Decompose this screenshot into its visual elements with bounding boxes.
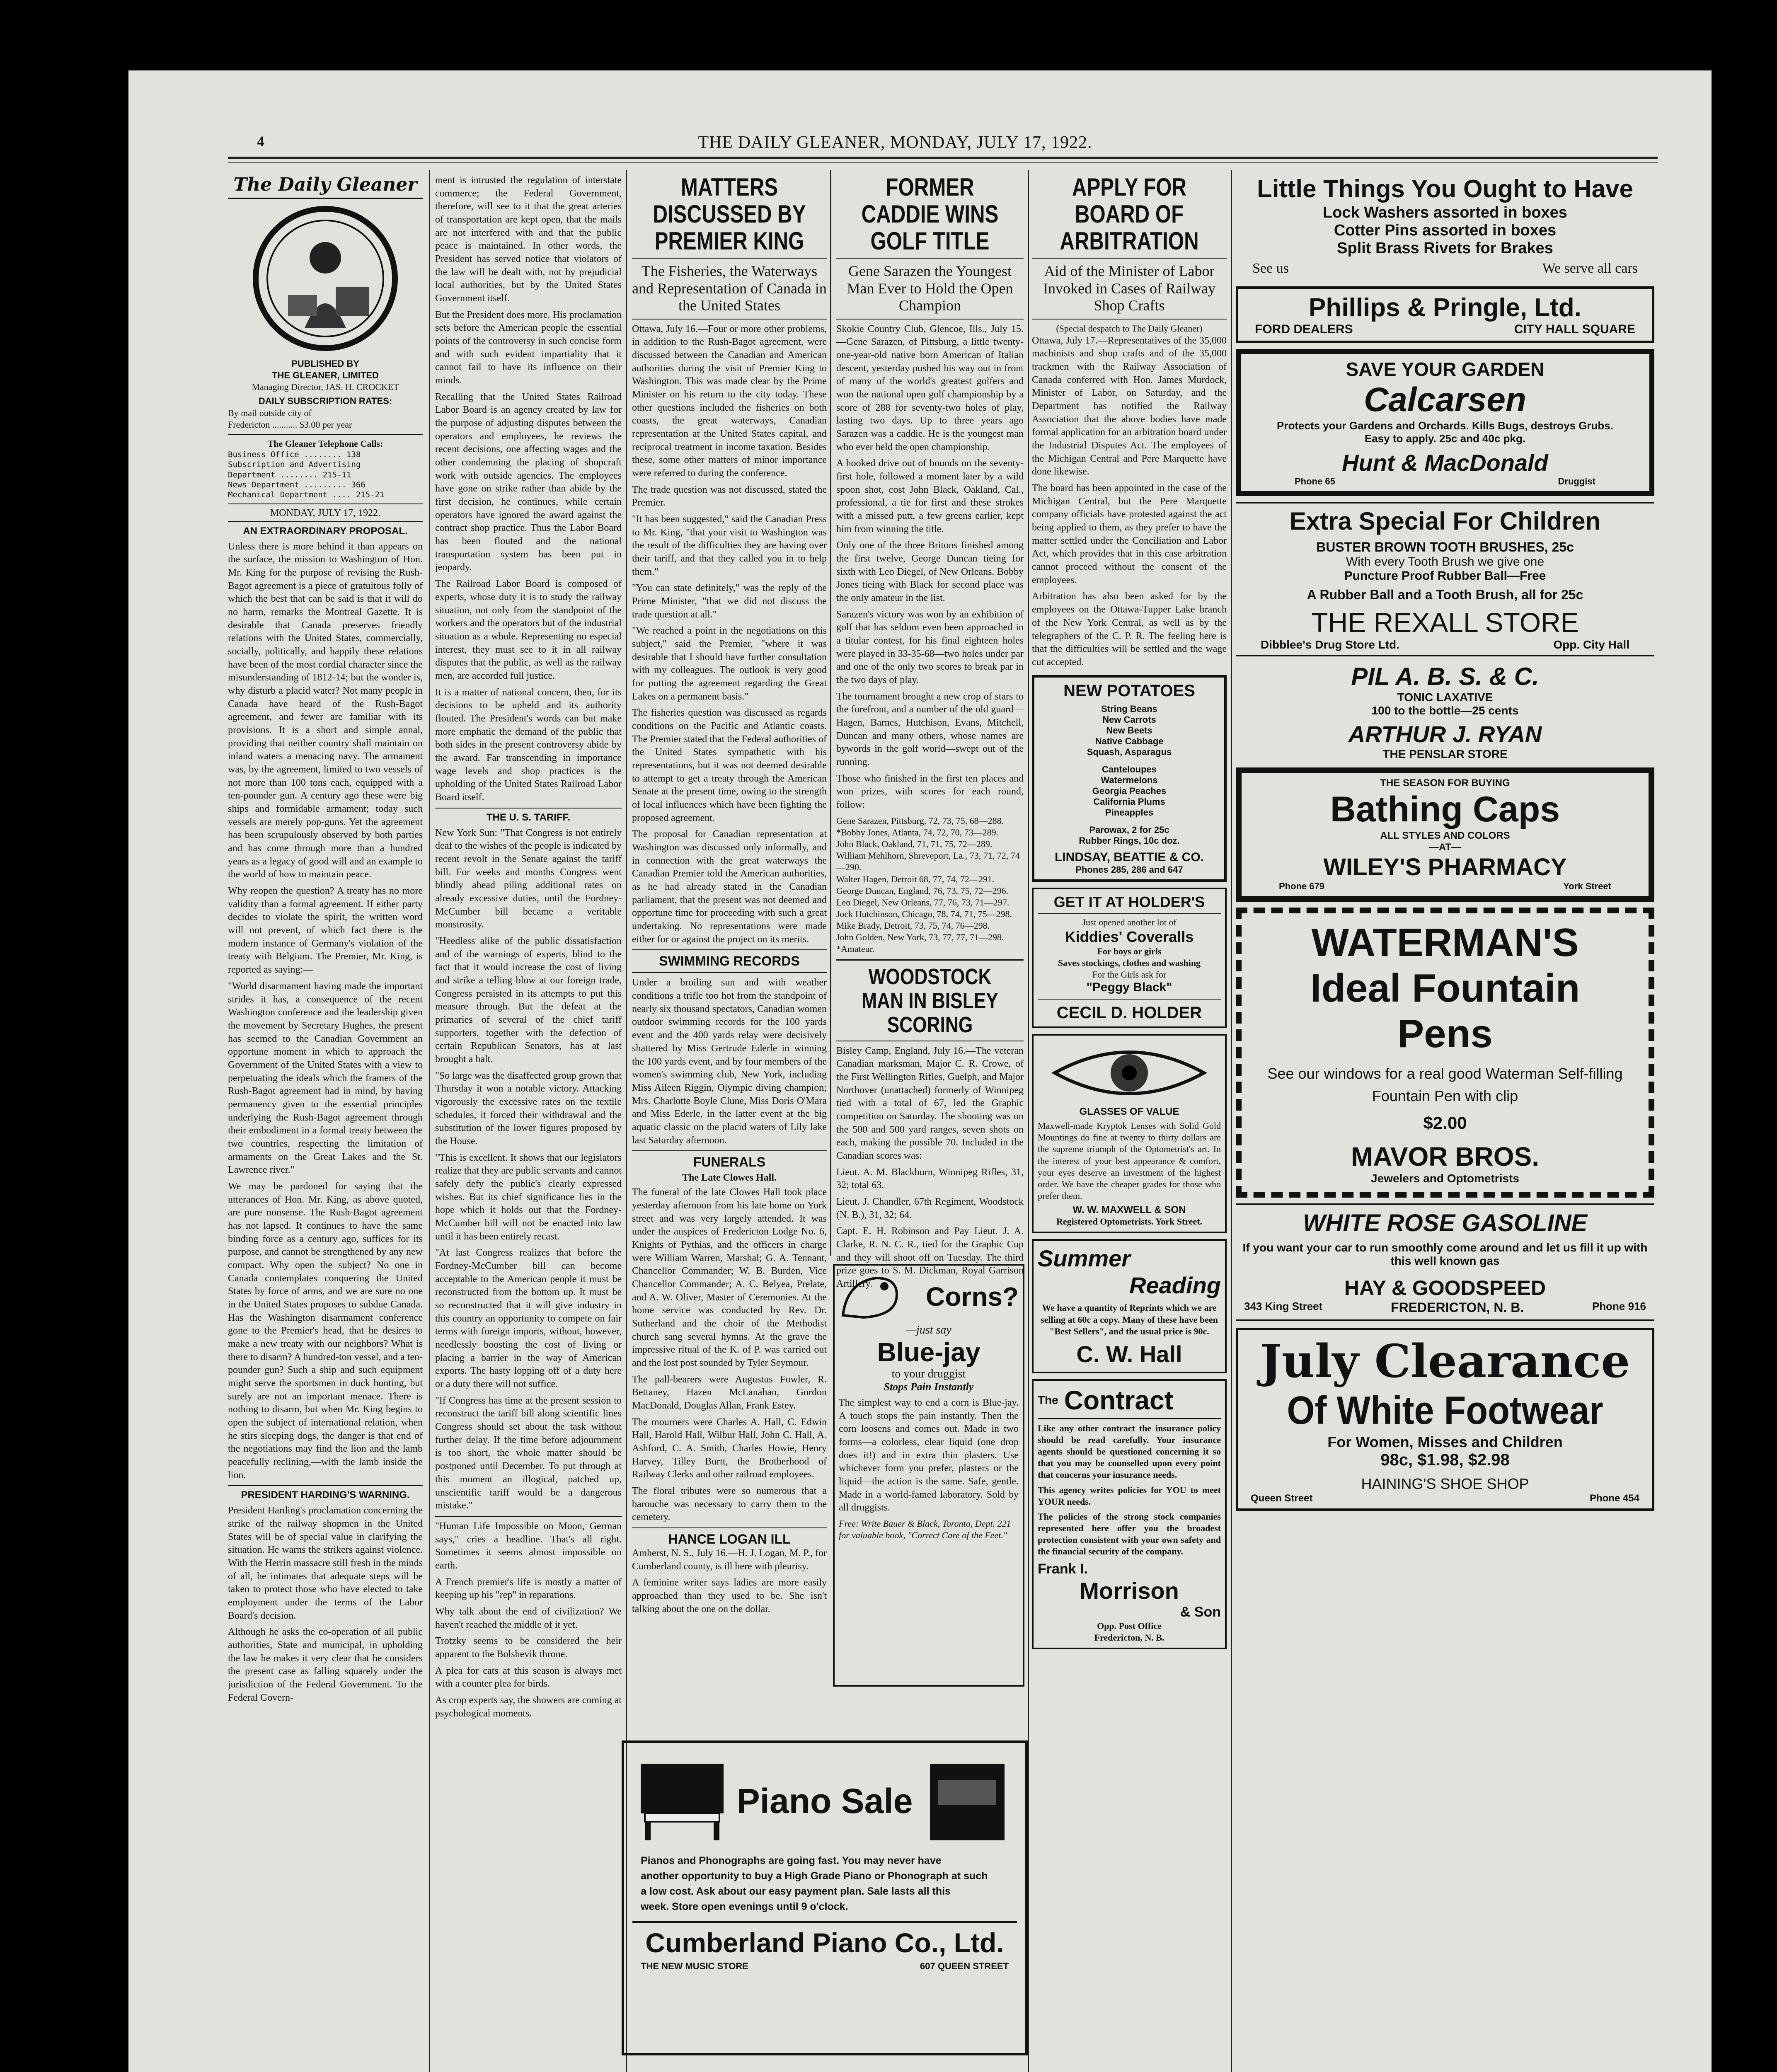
contract-paragraph: This agency writes policies for YOU to meet YOUR needs.: [1038, 1484, 1221, 1507]
haining-street: Queen Street: [1251, 1493, 1313, 1504]
editorial-1-paragraph: We may be pardoned for saying that the utterances of Hon. Mr. King, as above quoted, are pure nonsense. The Rush-Bagot agreement has not lapsed. It continues to have the same binding force as a century ago, suffices for its purpose, and cannot be strengthened by any new compact. Why open the subject? No one in Canada contemplates conquering the United States by force of arms, and we are sure no one in the United States proposes to subdue Canada. Has the Washington disarmament conference gone to the Premier's head, that he desires to make a new treaty with our neighbors? What is there to disarm? A hundred-ton vessel, and a ten-pounder gun? Such a ship and such equipment might serve the sportsmen in duck hunting, but surely are not an important menace. There is nothing to disarm, but when Mr. King begins to open the subject of international relation, when he stirs sleeping dogs, the danger is that end of the negotiations may find the lion and the lamb peacefully reclining,—with the lamb inside the lion.: [228, 1181, 423, 1481]
hunt-macdonald-druggist: Druggist: [1558, 476, 1595, 487]
haining-ad: [1236, 1328, 1654, 1511]
potatoes-title: NEW POTATOES: [1063, 681, 1195, 700]
mavor-bros-name: MAVOR BROS.: [1351, 1142, 1539, 1172]
morrison-name-2: Morrison: [1080, 1577, 1179, 1604]
maxwell-firm: W. W. MAXWELL & SON: [1072, 1204, 1186, 1216]
dibblee-drug-store: Dibblee's Drug Store Ltd.: [1261, 638, 1399, 651]
golf-deck: Gene Sarazen the Youngest Man Ever to Hold the Open Champion: [847, 263, 1013, 314]
penslar-store: THE PENSLAR STORE: [1382, 748, 1508, 760]
hay-goodspeed-address: 343 King Street: [1244, 1300, 1323, 1312]
editorial-paragraph: The Railroad Labor Board is composed of experts, whose duty it is to study the railway situation, not only from the standpoint of the workers and the operators but of the industrial situation as a whole. Representing no especial interest, they must see to it in all railway disputes that the public, as well as the railway men, are accorded full justice.: [435, 579, 622, 681]
funerals-subtitle: The Late Clowes Hall.: [682, 1172, 777, 1184]
parowax-line: Parowax, 2 for 25c: [1089, 824, 1169, 835]
morrison-name-3: & Son: [1180, 1604, 1221, 1620]
funerals-paragraph: The floral tributes were so numerous that a barouche was necessary to carry them to the cemetery.: [632, 1485, 827, 1523]
bathing-caps-ad: [1236, 767, 1654, 902]
holder-peggy-black: "Peggy Black": [1086, 980, 1172, 995]
blue-jay-tagline: Stops Pain Instantly: [884, 1381, 974, 1393]
waterman-line-3: Pens: [1397, 1012, 1493, 1056]
extra-special-line: BUSTER BROWN TOOTH BRUSHES, 25c: [1316, 540, 1574, 554]
woodstock-paragraph: Lieut. A. M. Blackburn, Winnipeg Rifles, 31, 32; total 63.: [836, 1167, 1024, 1191]
piano-sale-title: Piano Sale: [736, 1781, 913, 1820]
piano-sale-line: another opportunity to buy a High Grade Piano or Phonograph at such: [641, 1870, 988, 1882]
extra-special-line: Puncture Proof Rubber Ball—Free: [1344, 569, 1546, 583]
publisher-line-2: THE GLEANER, LIMITED: [272, 370, 379, 381]
funerals-paragraph: The pall-bearers were Augustus Fowler, R. Bettaney, Hazen McLanahan, Gordon MacDonald, Douglas Allan, Frank Estey.: [632, 1374, 827, 1411]
arbitration-paragraph: Arbitration has also been asked for by the employees on the Ottawa-Tupper Lake branch of the New York Central, as well as by the telegraphers of the C. P. R. The feeling here is that the difficulties will be settled and the wage cut accepted.: [1032, 591, 1227, 668]
telephone-line: Subscription and Advertising: [228, 460, 361, 470]
tariff-paragraph: "At last Congress realizes that before the Fordney-McCumber bill can become acceptable to the American people it must be reconstructed from the bottom up. It must be so reconstructed that it will give industry in this country an opportunity to compete on fair terms with foreign imports, without, however, needlessly boosting the cost of living or placing a barrier in the way of American exports. The hasty lopping off of a duty here or a duty there will not suffice.: [435, 1247, 622, 1390]
lindsay-beattie-name: LINDSAY, BEATTIE & CO.: [1054, 850, 1204, 864]
eye-icon: [1038, 1040, 1220, 1106]
managing-director: Managing Director, JAS. H. CROCKET: [252, 382, 399, 392]
extra-special-title: Extra Special For Children: [1289, 507, 1601, 535]
golf-score: John Black, Oakland, 71, 71, 75, 72—289.: [836, 839, 993, 850]
calcarsen-ad: [1236, 349, 1654, 496]
ford-dealers: FORD DEALERS: [1255, 322, 1353, 336]
brief-item: Trotzky seems to be considered the heir apparent to the Bolshevik throne.: [435, 1636, 622, 1660]
july-clearance-sub: For Women, Misses and Children: [1327, 1433, 1563, 1450]
piano-store-name: Cumberland Piano Co., Ltd.: [645, 1927, 1004, 1958]
little-things-line: Cotter Pins assorted in boxes: [1334, 222, 1557, 239]
pil-abs-title: PIL A. B. S. & C.: [1351, 663, 1539, 690]
glasses-text: Maxwell-made Kryptok Lenses with Solid Gold Mountings do fine at twenty to thirty dollars are the supreme triumph of the Optometrist's art. In the interest of your best appearance & comfort, your eyes deserve an investment of the highest order. We have the cheaper grades for those who prefer them.: [1038, 1121, 1221, 1201]
editorial-1-paragraph: Why reopen the question? A treaty has no more validity than a formal agreement. If either party decides to violate the spirit, the written word will not prevent, of which fact there is the modern instance of Germany's violation of the treaty with Belgium. The Premier, Mr. King, is reported as saying:—: [228, 886, 423, 975]
tariff-paragraph: "If Congress has time at the present session to reconstruct the tariff bill along scientific lines Congress should set about the task without further delay. If the time before adjournment is too short, the whole matter should be postponed until December. To put through at this moment an illogical, patched up, unscientific tariff would be a dangerous mistake.": [435, 1395, 622, 1511]
blue-jay-fine-print: Free: Write Bauer & Black, Toronto, Dept. 221 for valuable book, "Correct Care of the Feet.": [839, 1518, 1011, 1541]
contract-the: The: [1038, 1393, 1058, 1406]
woodstock-paragraph: Lieut. J. Chandler, 67th Regiment, Woodstock (N. B.), 31, 32; 64.: [836, 1196, 1024, 1220]
telephone-line: Business Office ........ 138: [228, 450, 361, 460]
rexall-ad: [1236, 502, 1654, 656]
potatoes-ad: [1032, 675, 1227, 882]
bathing-caps-sub: ALL STYLES AND COLORS: [1380, 830, 1510, 841]
king-paragraph: Ottawa, July 16.—Four or more other problems, in addition to the Rush-Bagot agreement, were discussed between the Canadian and American authorities during the visit of Premier King to Washington. This was made clear by the Prime Minister on his return to the city today. These other questions included the fisheries on both coasts, the great waterways, Canadian representation at the United States capital, and reciprocal treatment in income taxation. Besides these, some other matters of minor importance were referred to during the conference.: [632, 323, 827, 479]
king-paragraph: "You can state definitely," was the reply of the Prime Minister, "that we did not discuss the trade question at all.": [632, 583, 827, 620]
hance-paragraph: Amherst, N. S., July 16.—H. J. Logan, M. P., for Cumberland county, is ill here with pleurisy.: [632, 1548, 827, 1572]
foot-icon: [839, 1270, 901, 1324]
bathing-caps-title: Bathing Caps: [1330, 789, 1560, 829]
produce-item: Pineapples: [1105, 807, 1154, 818]
hance-paragraph: A feminine writer says ladies are more easily approached than they used to be. She isn't talking about the one on the dollar.: [632, 1577, 827, 1615]
little-things-serve: We serve all cars: [1542, 261, 1638, 276]
arbitration-headline: APPLY FOR BOARD OF ARBITRATION: [1060, 174, 1199, 255]
hay-goodspeed-phone: Phone 916: [1592, 1300, 1646, 1312]
editorial-1-title: AN EXTRAORDINARY PROPOSAL.: [243, 525, 408, 537]
white-rose-title: WHITE ROSE GASOLINE: [1302, 1210, 1588, 1237]
july-clearance-prices: 98c, $1.98, $2.98: [1380, 1451, 1510, 1469]
summer-word: Summer: [1038, 1245, 1131, 1272]
tariff-paragraph: "So large was the disaffected group grown that Thursday it won a notable victory. Attacking vigorously the excessive rates on the textile schedules, it forced their withdrawal and the substitution of the lower figures proposed by the House.: [435, 1070, 622, 1147]
funerals-paragraph: The mourners were Charles A. Hall, C. Edwin Hall, Harold Hall, Wilbur Hall, John C. Hall, A. Ashford, C. A. Smith, Charles Howie, Henry Harvey, Tilley Burtt, the Brotherhood of Railway Clerks and other railroad employees.: [632, 1416, 827, 1480]
wiley-phone: Phone 679: [1279, 881, 1325, 891]
hay-goodspeed-city: FREDERICTON, N. B.: [1391, 1300, 1524, 1315]
arthur-ryan-name: ARTHUR J. RYAN: [1348, 721, 1542, 747]
waterman-line-2: Ideal Fountain: [1310, 966, 1580, 1010]
holder-store-name: CECIL D. HOLDER: [1056, 1004, 1202, 1022]
holder-title: GET IT AT HOLDER'S: [1053, 893, 1205, 910]
waterman-text: See our windows for a real good Waterman Self-filling Fountain Pen with clip: [1267, 1065, 1623, 1104]
blue-jay-ad: [833, 1264, 1024, 1687]
rates-line-2: Fredericton ........... $3.00 per year: [228, 419, 352, 430]
morrison-name-1: Frank I.: [1038, 1561, 1088, 1577]
brief-item: "Human Life Impossible on Moon, German says," cries a headline. That's all right. Sometimes it seems almost impossible on earth.: [435, 1520, 622, 1571]
telephone-line: News Department ......... 366: [228, 480, 366, 490]
newspaper-page: [128, 70, 1712, 2072]
column-rule: [1028, 170, 1029, 2072]
holder-line: For boys or girls: [1097, 946, 1162, 956]
produce-item: Canteloupes: [1102, 764, 1157, 775]
golf-paragraph: The tournament brought a new crop of stars to the forefront, and a number of the old guard—Hagen, Barnes, Hutchison, Evans, Mitchell, Duncan and many others, whose names are bywords in the golf world—swept out of the running.: [836, 691, 1024, 768]
white-rose-text: If you want your car to run smoothly come around and let us fill it up with this well known gas: [1242, 1241, 1648, 1267]
bathing-caps-top: THE SEASON FOR BUYING: [1380, 777, 1510, 789]
bathing-caps-at: —AT—: [1428, 842, 1462, 853]
summer-reading-ad: [1032, 1239, 1227, 1373]
brief-item: A French premier's life is mostly a matter of keeping up his "rep" in reparations.: [435, 1576, 622, 1601]
summer-reading-text: We have a quantity of Reprints which we are selling at 60c a copy. Many of these have been "Best Sellers", and the usual price is 90c.: [1041, 1302, 1218, 1336]
column-rule: [429, 170, 430, 2072]
golf-amateur-note: *Amateur.: [836, 944, 875, 954]
mavor-bros-sub: Jewelers and Optometrists: [1371, 1172, 1519, 1185]
little-things-ad: [1236, 174, 1654, 280]
calcarsen-name: Calcarsen: [1363, 381, 1527, 419]
rexall-location: Opp. City Hall: [1553, 638, 1629, 651]
morrison-address: Opp. Post Office: [1097, 1620, 1162, 1631]
piano-sale-line: Pianos and Phonographs are going fast. You may never have: [641, 1855, 942, 1866]
logo-emblem: [251, 204, 400, 353]
waterman-line-1: WATERMAN'S: [1311, 920, 1579, 965]
golf-paragraph: A hooked drive out of bounds on the seventy-first hole, followed a moment later by a wild spoon shot, cost John Black, Oakland, Cal., professional, a tie for first and these strokes with a missed putt, a few greens earlier, kept him from winning the title.: [836, 458, 1024, 535]
produce-item: Squash, Asparagus: [1087, 746, 1172, 757]
telephone-line: Mechanical Department .... 215-21: [228, 490, 385, 500]
wiley-street: York Street: [1563, 881, 1611, 891]
tariff-paragraph: "This is excellent. It shows that our legislators realize that they are public servants and cannot safely defy the public's clearly expressed wishes. But its chief significance lies in the hope which it holds out that the Fordney-McCumber bill will not be enacted into law until it has been entirely recast.: [435, 1152, 622, 1242]
hay-goodspeed-name: HAY & GOODSPEED: [1344, 1276, 1546, 1300]
golf-score: William Mehlhorn, Shreveport, La., 73, 71, 72, 74—290.: [836, 850, 1020, 873]
column-2: [435, 174, 622, 2072]
golf-score: John Golden, New York, 73, 77, 77, 71—298.: [836, 932, 1004, 943]
little-things-see-us: See us: [1252, 261, 1289, 276]
woodstock-headline: WOODSTOCK MAN IN BISLEY SCORING: [862, 964, 998, 1038]
rubber-rings-line: Rubber Rings, 10c doz.: [1079, 835, 1180, 846]
produce-item: Native Cabbage: [1095, 736, 1164, 746]
tariff-title: THE U. S. TARIFF.: [486, 811, 571, 823]
corns-sub: —just say: [906, 1324, 951, 1336]
produce-item: New Carrots: [1102, 714, 1156, 725]
brief-item: As crop experts say, the showers are coming at psychological moments.: [435, 1694, 622, 1719]
piano-store-address: 607 QUEEN STREET: [920, 1961, 1009, 1971]
waterman-price: $2.00: [1423, 1113, 1467, 1133]
golf-paragraph: Those who finished in the first ten places and won prizes, with scores for each round, follow:: [836, 773, 1024, 811]
extra-special-line: A Rubber Ball and a Tooth Brush, all for 25c: [1307, 587, 1583, 602]
piano-sale-ad: [622, 1740, 1028, 2055]
arbitration-paragraph: Ottawa, July 17.—Representatives of the 35,000 machinists and shop crafts and of the 35,000 trackmen with the Railway Association of Canada conferred with Hon. James Murdock, Minister of Labor, on Saturday, and the Department has notified the Railway Association that the above bodies have made formal application for an arbitration board under the Industrial Disputes Act. The employees of the Michigan Central and Pere Marquette have done likewise.: [1032, 335, 1227, 477]
blue-jay-druggist: to your druggist: [891, 1368, 966, 1380]
editorial-1-paragraph: "World disarmament having made the important strides it has, a consequence of the recent Washington conference and the leadership given the movement by Secretary Hughes, the present has seemed to the Canadian Government an opportune moment in which to approach the Government of the United States with a view to perpetuating the ideals which the framers of the Rush-Bagot agreement had in mind, by having permanency given to the essential principles underlying the Rush-Bagot agreement through their embodiment in a formal treaty between the two countries, respecting the limitation of armaments on the Great Lakes and the St. Lawrence river.": [228, 980, 423, 1176]
golf-paragraph: Only one of the three Britons finished among the first twelve, George Duncan tieing for sixth with Leo Diegel, of New Orleans. Bobby Jones tieing with Black for second place was the only amateur in the list.: [836, 540, 1024, 603]
woodstock-paragraph: Bisley Camp, England, July 16.—The veteran Canadian marksman, Major C. R. Crowe, of the First Wellington Rifles, Guelph, and Major Northover (unattached) formerly of Winnipeg tied with a total of 67, led the Graphic competition on Saturday. The shooting was on the 500 and 500 yard ranges, seven shots on each, making the possible 70. Included in the Canadian scores was:: [836, 1045, 1024, 1161]
reading-word: Reading: [1129, 1272, 1221, 1299]
king-paragraph: The proposal for Canadian representation at Washington was discussed only informally, and in connection with the great waterways the Canadian Premier told the American authorities, as he had already stated in the Canadian parliament, that the present was not deemed and opportune time for proceeding with such a great undertaking. No representations were made either for or against the project on its merits.: [632, 829, 827, 945]
holder-line: Just opened another lot of: [1082, 917, 1177, 927]
brief-item: A plea for cats at this season is always met with a counter plea for birds.: [435, 1665, 622, 1690]
holder-ad: [1032, 888, 1227, 1029]
little-things-title: Little Things You Ought to Have: [1257, 175, 1633, 203]
editorial-dateline: MONDAY, JULY 17, 1922.: [270, 507, 381, 518]
calcarsen-text: Protects your Gardens and Orchards. Kills Bugs, destroys Grubs. Easy to apply. 25c and 40c pkg.: [1276, 419, 1613, 445]
contract-paragraph: Like any other contract the insurance policy should be read carefully. Your insurance agents should be questioned concerning it so that you may be counselled upon every point that concerns your insurance needs.: [1038, 1423, 1221, 1480]
phonograph-icon: [922, 1760, 1013, 1842]
funerals-title: FUNERALS: [693, 1155, 766, 1170]
arbitration-special: (Special despatch to The Daily Gleaner): [1056, 323, 1203, 334]
pil-abs-line: TONIC LAXATIVE: [1397, 691, 1493, 704]
editorial-2-paragraph: President Harding's proclamation concerning the strike of the railway shopmen in the United States will be of special value in clarifying the situation. He warns the strikers against violence. With the Herrin massacre still fresh in the minds of all, he intimates that adequate steps will be taken to protect those who have elected to take employment under the terms of the Labor Board's decision.: [228, 1505, 423, 1621]
column-5: [1032, 174, 1227, 2072]
brief-item: Why talk about the end of civilization? We haven't reached the middle of it yet.: [435, 1606, 622, 1630]
swimming-paragraph: Under a broiling sun and with weather conditions a trifle too hot from the standpoint of nearly six thousand spectators, Canadian women outdoor swimming records for the 100 yards event and the 400 yards relay were decisively shattered by Miss Gertrude Ederle in winning the 100 yards event, and by four members of the women's swimming club, New York, including Miss Aileen Riggin, Olympic diving champion; Mrs. Charlotte Boyle Clune, Miss Doris O'Mara and Miss Ederle, in the latter event at the big aquatic classic on the placid waters of Lily lake last Saturday afternoon.: [632, 977, 827, 1146]
king-deck: The Fisheries, the Waterways and Representation of Canada in the United States: [632, 263, 827, 314]
cw-hall-name: C. W. Hall: [1076, 1341, 1182, 1367]
waterman-ad: [1236, 908, 1654, 1198]
column-1: [228, 174, 423, 2072]
haining-phone: Phone 454: [1589, 1493, 1639, 1504]
king-paragraph: The trade question was not discussed, stated the Premier.: [632, 484, 827, 508]
hance-title: HANCE LOGAN ILL: [668, 1532, 791, 1547]
hunt-macdonald-phone: Phone 65: [1295, 476, 1335, 487]
contract-paragraph: The policies of the strong stock companies represented here offer you the broadest protection consistent with your own safety and the financial security of the company.: [1038, 1511, 1221, 1557]
maxwell-ad: [1032, 1034, 1227, 1233]
produce-item: String Beans: [1101, 703, 1157, 714]
produce-item: Watermelons: [1101, 775, 1158, 785]
editorial-1-paragraph: Unless there is more behind it than appears on the surface, the mission to Washington of Hon. Mr. King for the purpose of revising the Rush-Bagot agreement is a piece of gratuitous folly of which the best that can be said is that it will do no harm, remarks the Montreal Gazette. It is desirable that Canada preserves friendly relations with the United States, commercially, socially, politically, and happily these relations have been of the most cordial character since the misunderstanding of 1812-14; but the wonder is, why disturb a placid water? Not many people in Canada have heard of the Rush-Bagot agreement, and fewer are familiar with its provisions. It is a short and simple annal, providing that neither country shall maintain on inland waters a menacing navy. The armament was, by the agreement, limited to two vessels of not more than 100 tons each, equipped with a ten-pounder gun. A century ago these were big ships and formidable armament; today such vessels are merely pop-guns. Yet the agreement has been scrupulously observed by both parties and has come through more than a hundred years as a legacy of good will and an example to the world of how to maintain peace.: [228, 541, 423, 880]
editorial-paragraph: ment is intrusted the regulation of interstate commerce; the Federal Government, therefore, will see to it that the great arteries of transportation are kept open, that the mails are not interfered with and that the public peace is maintained. In other words, the President has served notice that violators of the law will be dealt with, not by prejudicial local authorities, but by the United States Government itself.: [435, 175, 622, 304]
golf-paragraph: Sarazen's victory was won by an exhibition of golf that has seldom even been approached in a titular contest, for his final eighteen holes were played in 33-35-68—two holes under par and one of the only two scores to break par in the two days of play.: [836, 609, 1024, 686]
wiley-pharmacy-name: WILEY'S PHARMACY: [1323, 854, 1567, 881]
editorial-2-title: PRESIDENT HARDING'S WARNING.: [241, 1489, 410, 1501]
piano-icon: [637, 1760, 728, 1842]
golf-score: Leo Diegel, New Orleans, 77, 76, 73, 71—297.: [836, 897, 1010, 908]
phillips-pringle-name: Phillips & Pringle, Ltd.: [1309, 293, 1581, 322]
calcarsen-heading: SAVE YOUR GARDEN: [1346, 358, 1545, 380]
maxwell-address: Registered Optometrists. York Street.: [1056, 1216, 1203, 1227]
editorial-paragraph: It is a matter of national concern, then, for its decisions to be upheld and its authority flouted. The President's words can but make more emphatic the demand of the public that both sides in the present controversy abide by the award. Far transcending in importance wage levels and shop practices is the upholding of the United States Railroad Labor Board itself.: [435, 687, 622, 803]
white-footwear-title: Of White Footwear: [1287, 1388, 1603, 1433]
tariff-paragraph: "Heedless alike of the public dissatisfaction and of the warnings of experts, blind to the fact that it would increase the cost of living and strike a telling blow at our foreign trade, Congress persisted in its attempts to put this measure through. But the defeat at the primaries of several of the chief tariff supporters, together with the defection of certain Republican Senators, has at last brought a halt.: [435, 935, 622, 1065]
masthead-rule: [228, 157, 1658, 159]
extra-special-line: With every Tooth Brush we give one: [1346, 555, 1545, 569]
july-clearance-title: July Clearance: [1260, 1334, 1630, 1388]
page-number: 4: [257, 133, 264, 150]
golf-headline: FORMER CADDIE WINS GOLF TITLE: [861, 174, 999, 255]
king-headline: MATTERS DISCUSSED BY PREMIER KING: [653, 174, 806, 255]
king-paragraph: "It has been suggested," said the Canadian Press to Mr. King, "that your visit to Washington was the result of the difficulties they are having over their tariff, and that they called you in to help them.": [632, 513, 827, 577]
hunt-macdonald-name: Hunt & MacDonald: [1342, 450, 1548, 476]
pil-abs-line: 100 to the bottle—25 cents: [1371, 704, 1519, 717]
contract-title: Contract: [1064, 1385, 1173, 1415]
arbitration-paragraph: The board has been appointed in the case of the Michigan Central, but the Pere Marquette company officials have protested against the act being applied to them, as they prefer to have the matter settled under the Conciliation and Labor Act, which provides that in this case arbitration cannot proceed without the consent of the employees.: [1032, 483, 1227, 586]
holder-coveralls: Kiddies' Coveralls: [1065, 928, 1194, 945]
telephone-line: Department ........ 215-11: [228, 470, 351, 479]
piano-sale-line: a low cost. Ask about our easy payment plan. Sale lasts all this: [641, 1886, 951, 1897]
rates-heading: DAILY SUBSCRIPTION RATES:: [258, 396, 392, 407]
editorial-paragraph: Recalling that the United States Railroad Labor Board is an agency created by law for the purpose of adjusting disputes between the operators and employees, he reviews the recent decisions, one affecting wages and the other condemning the placing of shopcraft work with outside agencies. The employees have gone on strike rather than abide by the first decision, he continues, while certain operators have ignored the award against the contract shop practice. Thus the Labor Board has been flouted and the national transportation system has been put in jeopardy.: [435, 391, 622, 573]
swimming-title: SWIMMING RECORDS: [659, 954, 800, 969]
little-things-line: Lock Washers assorted in boxes: [1323, 204, 1567, 221]
publisher-line-1: PUBLISHED BY: [291, 358, 359, 369]
produce-item: New Beets: [1106, 725, 1152, 736]
king-paragraph: "We reached a point in the negotiations on this subject," said the Premier, "where it was desirable that I should have further consultation with my colleagues. The outlook is very good for putting the agreement regarding the Great Lakes on a permanent basis.": [632, 625, 827, 702]
white-rose-ad: [1236, 1203, 1654, 1321]
little-things-line: Split Brass Rivets for Brakes: [1337, 240, 1553, 257]
woodstock-paragraph: Capt. E. H. Robinson and Pay Lieut. J. A. Clarke, R. N. C. R., tied for the Graphic Cup and they will shoot off on Tuesday. The third prize goes to S. M. Dickman, Royal Garrison Artillery.: [836, 1226, 1024, 1289]
morrison-ad: [1032, 1379, 1227, 1649]
masthead-rule-2: [228, 162, 1658, 163]
blue-jay-text: The simplest way to end a corn is Blue-jay. A touch stops the pain instantly. Then the corn loosens and comes out. Made in two forms—a colorless, clear liquid (one drop does it!) and in extra thin plasters. Use whichever form you prefer, plasters or the liquid—the action is the same. Safe, gentle. Made in a world-famed laboratory. Sold by all druggists.: [839, 1397, 1019, 1513]
king-paragraph: The fisheries question was discussed as regards conditions on the Pacific and Atlantic coasts. The Premier stated that the Federal authorities of the United States sympathetic with his representations, but it was not deemed desirable to attempt to get a treaty through the American Senate at the present time, owing to the strength of local influences which have been fighting the proposed agreement.: [632, 707, 827, 823]
column-6-ads: [1236, 174, 1654, 2072]
golf-score: *Bobby Jones, Atlanta, 74, 72, 70, 73—289.: [836, 827, 999, 838]
blue-jay-brand: Blue-jay: [877, 1337, 980, 1367]
golf-paragraph: Skokie Country Club, Glencoe, Ills., July 15.—Gene Sarazen, of Pittsburg, a little twenty-one-year-old native born American of Italian descent, yesterday pushed his way out in front of many of the world's greatest golfers and won the national open golf championship by a score of 288 for seventy-two holes of play, lasting two days. Up to three years ago Sarazen was a caddie. He is the youngest man who ever held the open championship.: [836, 323, 1024, 453]
city-hall-square: CITY HALL SQUARE: [1514, 322, 1635, 336]
golf-score: Walter Hagen, Detroit 68, 77, 74, 72—291.: [836, 874, 995, 884]
golf-score: George Duncan, England, 76, 73, 75, 72—296.: [836, 885, 1009, 896]
paper-logo: The Daily Gleaner: [228, 174, 423, 199]
golf-score: Gene Sarazen, Pittsburg, 72, 73, 75, 68—288.: [836, 815, 1004, 826]
rates-line-1: By mail outside city of: [228, 407, 312, 418]
rexall-store-name: THE REXALL STORE: [1311, 607, 1579, 638]
arbitration-deck: Aid of the Minister of Labor Invoked in Cases of Railway Shop Crafts: [1043, 263, 1215, 314]
lindsay-beattie-phones: Phones 285, 286 and 647: [1075, 864, 1183, 875]
penslar-ad: [1236, 662, 1654, 761]
golf-score: Mike Brady, Detroit, 73, 75, 74, 76—298.: [836, 920, 990, 931]
piano-sale-line: week. Store open evenings until 9 o'clock.: [641, 1901, 848, 1912]
holder-line: Saves stockings, clothes and washing: [1058, 957, 1201, 968]
holder-line: For the Girls ask for: [1092, 969, 1167, 980]
editorial-paragraph: But the President does more. His proclamation sets before the American people the essential points of the controversy in such concise form and with such evident impartiality that it cannot fail to have its influence on their minds.: [435, 309, 622, 386]
column-rule: [830, 170, 831, 1256]
telephone-heading: The Gleaner Telephone Calls:: [267, 438, 383, 449]
produce-item: California Plums: [1093, 796, 1165, 807]
produce-item: Georgia Peaches: [1092, 785, 1167, 796]
haining-shop-name: HAINING'S SHOE SHOP: [1361, 1475, 1529, 1492]
morrison-city: Fredericton, N. B.: [1094, 1632, 1164, 1643]
column-3: [632, 174, 827, 1745]
glasses-title: GLASSES OF VALUE: [1079, 1106, 1179, 1118]
editorial-2-paragraph: Although he asks the co-operation of all public authorities, State and municipal, in upholding the law he makes it very clear that he considers the present case as falling squarely under the jurisdiction of the Federal Government. To the Federal Govern-: [228, 1627, 423, 1703]
phillips-pringle-ad: [1236, 286, 1654, 343]
column-rule: [1231, 170, 1232, 2072]
masthead: THE DAILY GLEANER, MONDAY, JULY 17, 1922.: [698, 133, 1092, 152]
golf-score: Jock Hutchinson, Chicago, 78, 74, 71, 75—298.: [836, 909, 1012, 919]
piano-store-tagline: THE NEW MUSIC STORE: [641, 1961, 748, 1971]
tariff-paragraph: New York Sun: "That Congress is not entirely deaf to the wishes of the people is indicated by recent revolt in the Senate against the tariff bill. For weeks and months Congress went blindly ahead piling additional rates on already excessive duties, until the Fordney-McCumber bill became a veritable monstrosity.: [435, 827, 622, 930]
funerals-paragraph: The funeral of the late Clowes Hall took place yesterday afternoon from his late home on York street and was very largely attended. It was under the auspices of Fredericton Lodge No. 6, Knights of Pythias, and the officers in charge were William Warren, Marshal; G. A. Tennant, Chancellor Commander; W. B. Burden, Vice Chancellor Commander; A. C. Belyea, Prelate, and A. W. Oliver, Master of Ceremonies. At the home service was conducted by Rev. Dr. Sutherland and the choir of the Methodist church sang several hymns. At the grave the impressive ritual of the K. of P. was carried out and the lost post sounded by Tyler Seymour.: [632, 1187, 827, 1368]
corns-title: Corns?: [926, 1282, 1019, 1312]
